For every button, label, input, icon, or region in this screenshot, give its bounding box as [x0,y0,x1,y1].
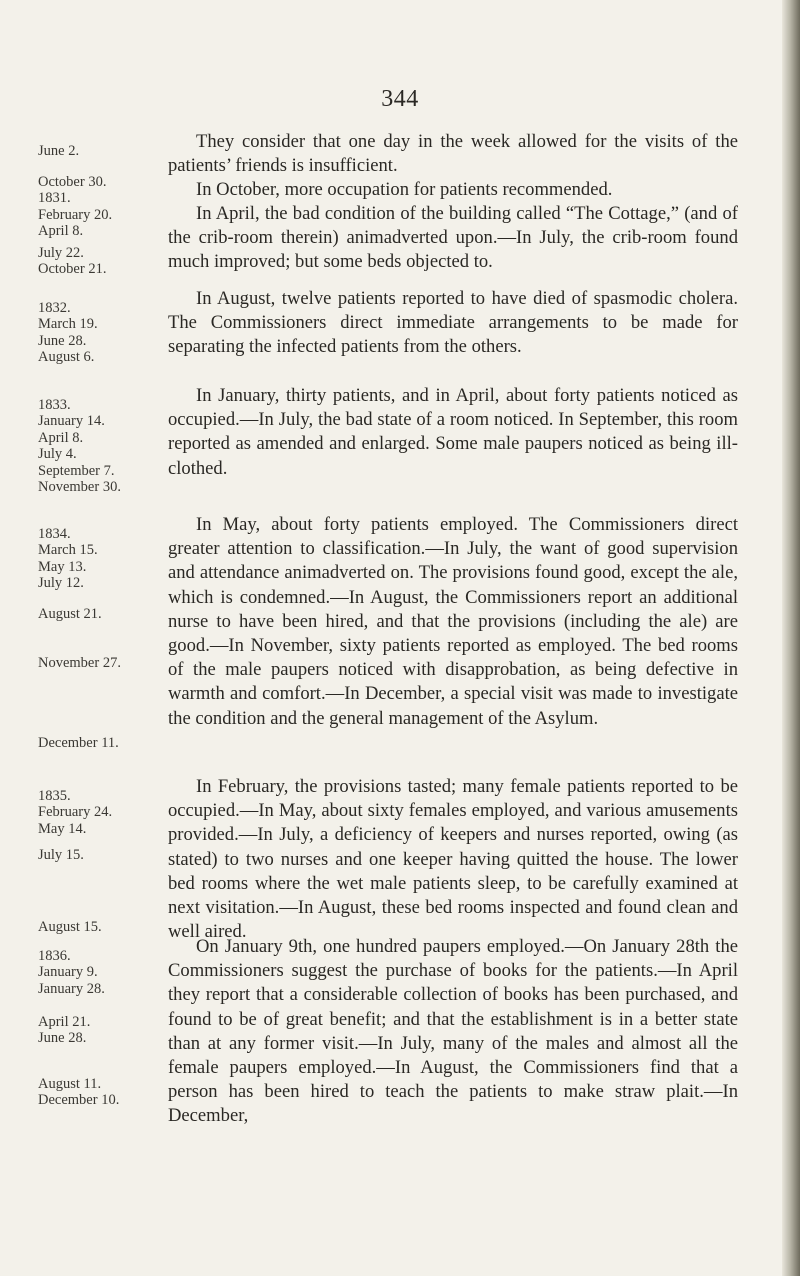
margin-note-april-june: April 21. June 28. [38,1014,91,1047]
margin-note-august-21: August 21. [38,606,102,622]
paragraph-1836: On January 9th, one hundred paupers employed.—On January 28th the Commissioners suggest the purchase of books for the patients.—In April they report that a considerable collection of books has been purchased, and found to be of great benefit; and that the establishment is in a better state than at any former visit.—In July, many of the males and almost all the female paupers employed.—In August, the Commissioners find that a person has been hired to teach the patients to make straw plait.—In December, [168,936,738,1127]
margin-note-august-december: August 11. December 10. [38,1076,120,1109]
margin-note-1834: 1834. March 15. May 13. July 12. [38,526,98,592]
margin-note-august-15: August 15. [38,919,102,935]
paragraph-friends-visits: They consider that one day in the week allowed for the visits of the patients’ friends is insufficient. [168,131,738,177]
margin-note-1836: 1836. January 9. January 28. [38,948,105,997]
margin-note-1831: October 30. 1831. February 20. April 8. [38,174,113,240]
margin-note-july-october: July 22. October 21. [38,245,107,278]
paragraph-cottage: In April, the bad condition of the building called “The Cottage,” (and of the crib-room therein) animadverted upon.—In July, the crib-room found much improved; but some beds objected to. [168,203,738,273]
margin-note-1835: 1835. February 24. May 14. [38,788,113,837]
margin-note-1832: 1832. March 19. June 28. August 6. [38,300,98,366]
paragraph-occupation: In October, more occupation for patients recommended. [196,179,613,200]
margin-note-june-2: June 2. [38,143,80,159]
paragraph-1835: In February, the provisions tasted; many female patients reported to be occupied.—In May, about sixty females employed, and various amusements provided.—In July, a deficiency of keepers and nurses reported, owing (as stated) to two nurses and one keeper having quitted the house. The lower bed rooms where the wet male patients sleep, to be carefully examined at next visitation.—In August, these bed rooms inspected and found clean and well aired. [168,776,738,943]
paragraph-cholera: In August, twelve patients reported to have died of spasmodic cholera. The Commissioners direct immediate arrangements to be made for separating the infected patients from the others. [168,288,738,358]
margin-note-december-11: December 11. [38,735,119,751]
page-edge-shadow [782,0,800,1276]
margin-note-november-27: November 27. [38,655,121,671]
paragraph-1833: In January, thirty patients, and in April, about forty patients noticed as occupied.—In July, the bad state of a room noticed. In September, this room reported as amended and enlarged. Some male paupers noticed as being ill-clothed. [168,385,738,479]
margin-note-1833: 1833. January 14. April 8. July 4. September 7. November 30. [38,397,121,496]
margin-note-july-15: July 15. [38,847,84,863]
paragraph-1834: In May, about forty patients employed. The Commissioners direct greater attention to classification.—In July, the want of good supervision and attendance animadverted on. The provisions found good, except the ale, which is condemned.—In August, the Commissioners report an additional nurse to have been hired, and that the provisions (including the ale) are good.—In November, sixty patients reported as employed. The bed rooms of the male paupers noticed with disapprobation, as being defective in warmth and comfort.—In December, a special visit was made to investigate the condition and the general management of the Asylum. [168,514,738,729]
page-number: 344 [381,86,419,112]
